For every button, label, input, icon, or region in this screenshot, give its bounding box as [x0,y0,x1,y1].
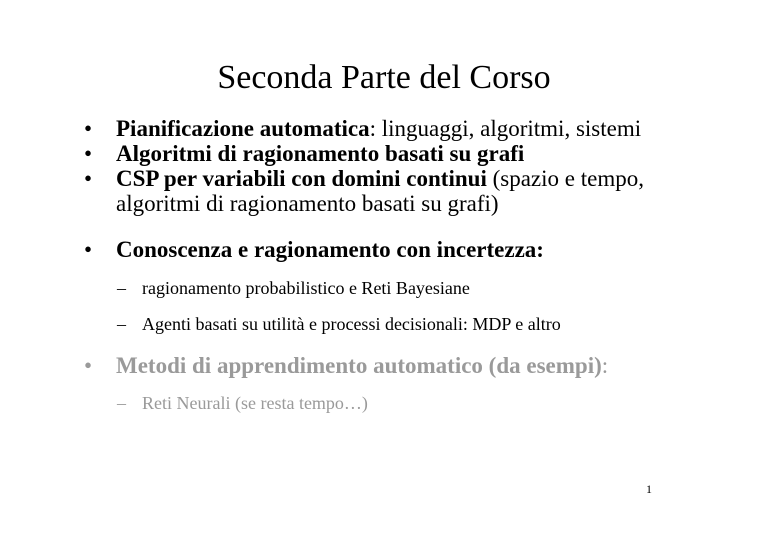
bullet-item-conoscenza [80,237,720,262]
bullet-bold-text: Algoritmi di ragionamento basati su grafi [116,141,525,166]
subitem-marker: – [117,278,126,298]
bullet-marker: • [84,116,93,141]
subitem-text: Reti Neurali (se resta tempo…) [142,393,368,413]
bullet-bold-text: Metodi di apprendimento automatico (da esempi) [116,353,602,378]
bullet-item-metodi-apprendimento [80,353,720,378]
subitem-text: ragionamento probabilistico e Reti Bayesiane [142,278,470,298]
bullet-item-csp [80,166,720,216]
subitem-marker: – [117,314,126,334]
subitem-reti-neurali [80,392,720,414]
bullet-list [80,116,720,414]
bullet-item-algoritmi [80,141,720,166]
bullet-text: (spazio e tempo, algoritmi di ragionamento basati su grafi) [116,166,644,216]
subitem-agenti-utilita [80,313,720,335]
slide-title: Seconda Parte del Corso [217,59,551,96]
bullet-marker: • [84,141,93,166]
subitem-marker: – [117,393,126,413]
bullet-bold-text: Pianificazione automatica [116,116,370,141]
subitem-text: Agenti basati su utilità e processi decisionali: MDP e altro [142,314,561,334]
bullet-text: : linguaggi, algoritmi, sistemi [369,116,642,141]
bullet-bold-text: Conoscenza e ragionamento con incertezza: [116,237,544,262]
bullet-item-pianificazione [80,116,720,141]
subitem-ragionamento-probabilistico [80,277,720,299]
bullet-marker: • [84,353,93,378]
bullet-bold-text: CSP per variabili con domini continui [116,166,487,191]
bullet-marker: • [84,166,93,191]
bullet-marker: • [84,237,93,262]
page-number: 1 [646,482,652,496]
bullet-text: : [601,353,609,378]
